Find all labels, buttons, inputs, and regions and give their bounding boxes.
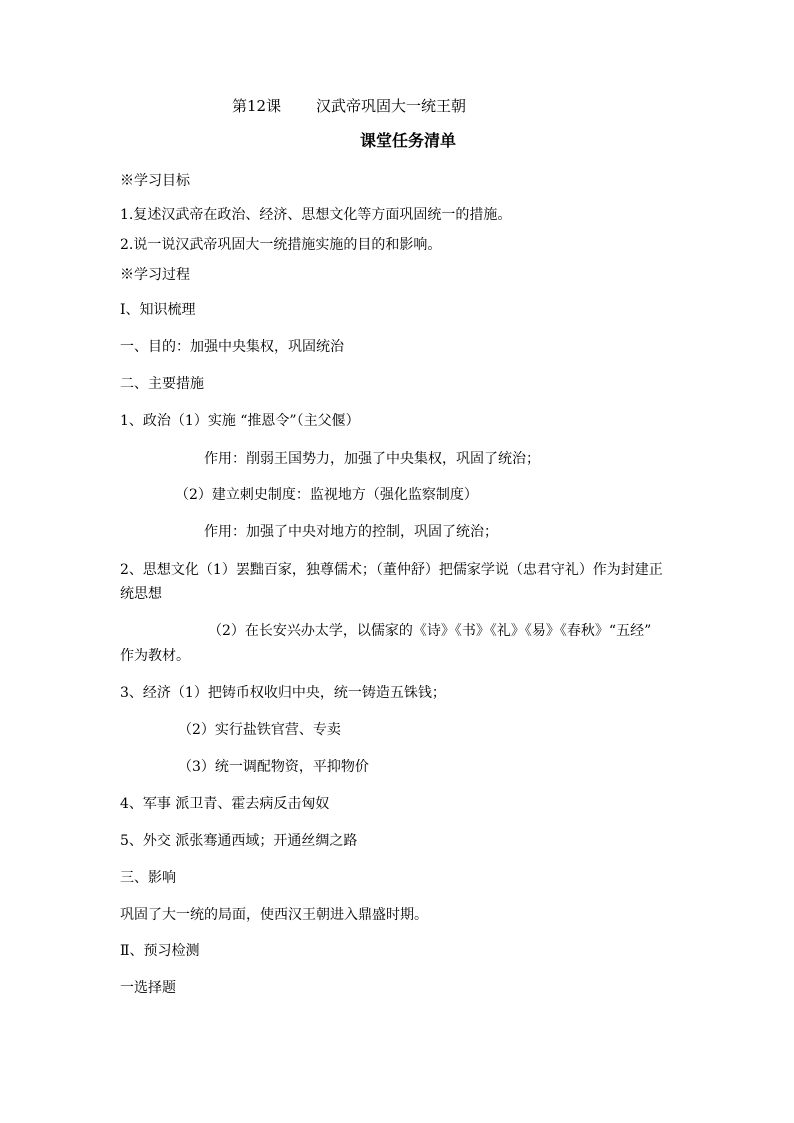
thought-measure-2-line2: 作为教材。 [120,648,190,664]
politics-measure-1: 1、政治（1）实施 “推恩令”（主父偃） [120,413,360,429]
goals-heading: ※学习目标 [120,173,190,189]
thought-measure-1-line2: 统思想 [120,586,162,602]
goal-item-2: 2.说一说汉武帝巩固大一统措施实施的目的和影响。 [120,237,442,253]
section-knowledge: Ⅰ、知识梳理 [120,302,196,318]
politics-measure-1-effect: 作用：削弱王国势力，加强了中央集权，巩固了统治； [204,451,540,467]
military-line: 4、军事 派卫青、霍去病反击匈奴 [120,796,330,812]
impact-text: 巩固了大一统的局面，使西汉王朝进入鼎盛时期。 [120,907,428,923]
thought-measure-1-line1: 2、思想文化（1）罢黜百家，独尊儒术；（董仲舒）把儒家学说（忠君守礼）作为封建正 [120,562,663,578]
politics-measure-2-effect: 作用：加强了中央对地方的控制，巩固了统治； [204,524,498,540]
goal-item-1: 1.复述汉武帝在政治、经济、思想文化等方面巩固统一的措施。 [120,207,512,223]
economy-measure-3: （3）统一调配物资，平抑物价 [178,759,369,775]
thought-measure-2-line1: （2）在长安兴办太学，以儒家的《诗》《书》《礼》《易》《春秋》“五经” [208,623,652,639]
lesson-title: 汉武帝巩固大一统王朝 [316,97,467,115]
section-preview-test: Ⅱ、预习检测 [120,943,200,959]
lesson-number: 第12课 [232,97,282,115]
diplomacy-line: 5、外交 派张骞通西域；开通丝绸之路 [120,833,358,849]
process-heading: ※学习过程 [120,267,190,283]
choice-questions-heading: 一选择题 [120,980,176,996]
economy-measure-1: 3、经济（1）把铸币权收归中央，统一铸造五铢钱； [120,685,446,701]
measures-heading: 二、主要措施 [120,376,204,392]
economy-measure-2: （2）实行盐铁官营、专卖 [178,722,341,738]
purpose-line: 一、目的：加强中央集权，巩固统治 [120,339,344,355]
politics-measure-2: （2）建立刺史制度：监视地方（强化监察制度） [175,487,478,503]
worksheet-subtitle: 课堂任务清单 [360,131,457,150]
impact-heading: 三、影响 [120,870,176,886]
